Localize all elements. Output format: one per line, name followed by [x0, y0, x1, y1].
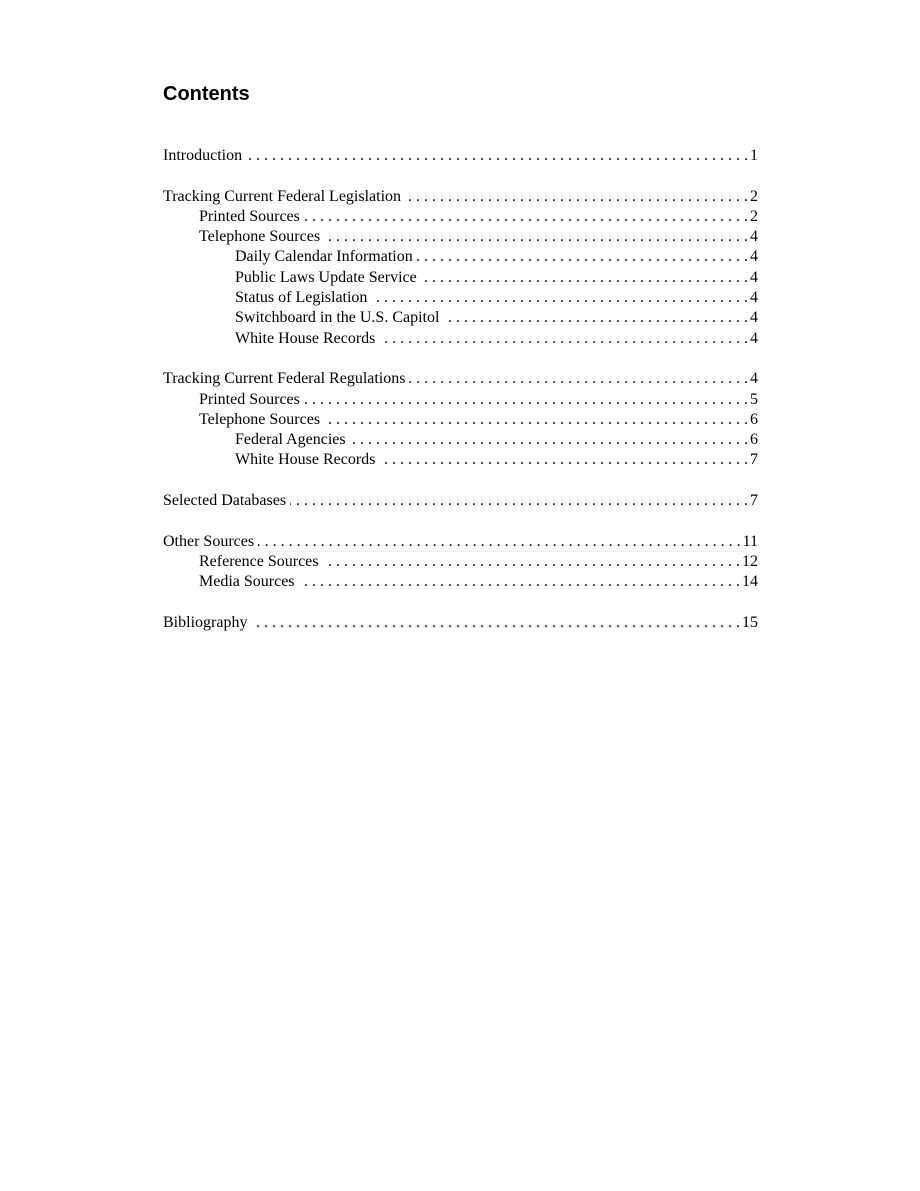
toc-entry-page: 14	[742, 573, 758, 591]
toc-entry-title: Selected Databases	[163, 492, 287, 510]
toc-entry-legislation-printed-sources[interactable]	[163, 207, 758, 227]
toc-entry-media-sources[interactable]	[163, 572, 758, 592]
toc-entry-page: 6	[750, 431, 758, 449]
toc-entry-title: Federal Agencies	[235, 431, 346, 449]
dot-leader	[379, 329, 748, 349]
toc-entry-white-house-records-regulations[interactable]	[163, 450, 758, 470]
toc-entry-title: Telephone Sources	[199, 410, 321, 428]
toc-entry-title: Tracking Current Federal Regulations	[163, 370, 406, 388]
contents-heading: Contents	[163, 83, 250, 105]
toc-entry-title: White House Records	[235, 329, 376, 347]
dot-leader	[409, 369, 748, 389]
toc-entry-page: 7	[750, 492, 758, 510]
toc-entry-status-of-legislation[interactable]	[163, 288, 758, 308]
dot-leader	[417, 247, 748, 267]
toc-entry-title: Other Sources	[163, 532, 255, 550]
dot-leader	[290, 491, 748, 511]
toc-entry-page: 5	[750, 390, 758, 408]
dot-leader	[324, 410, 748, 430]
toc-entry-title: Reference Sources	[199, 552, 319, 570]
toc-entry-tracking-legislation[interactable]	[163, 187, 758, 207]
dot-leader	[405, 187, 748, 207]
toc-entry-title: Printed Sources	[199, 390, 300, 408]
dot-leader	[350, 430, 748, 450]
toc-entry-selected-databases[interactable]	[163, 491, 758, 511]
toc-entry-title: Media Sources	[199, 573, 295, 591]
dot-leader	[304, 390, 748, 410]
toc-entry-page: 4	[750, 248, 758, 266]
toc-entry-page: 15	[742, 613, 758, 631]
dot-leader	[251, 613, 740, 633]
toc-entry-title: Bibliography	[163, 613, 248, 631]
toc-entry-switchboard[interactable]	[163, 308, 758, 328]
table-of-contents	[163, 146, 758, 633]
dot-leader	[371, 288, 748, 308]
toc-entry-legislation-telephone-sources[interactable]	[163, 227, 758, 247]
toc-entry-white-house-records-legislation[interactable]	[163, 329, 758, 349]
toc-entry-bibliography[interactable]	[163, 613, 758, 633]
toc-entry-public-laws-update[interactable]	[163, 268, 758, 288]
toc-entry-page: 2	[750, 207, 758, 225]
dot-leader	[323, 552, 741, 572]
toc-entry-page: 4	[750, 370, 758, 388]
toc-entry-title: Printed Sources	[199, 207, 300, 225]
toc-entry-introduction[interactable]	[163, 146, 758, 166]
toc-entry-page: 2	[750, 187, 758, 205]
toc-entry-title: White House Records	[235, 451, 376, 469]
toc-entry-page: 4	[750, 228, 758, 246]
toc-entry-regulations-telephone-sources[interactable]	[163, 410, 758, 430]
toc-entry-title: Tracking Current Federal Legislation	[163, 187, 402, 205]
toc-entry-page: 7	[750, 451, 758, 469]
toc-entry-page: 6	[750, 410, 758, 428]
toc-entry-page: 4	[750, 289, 758, 307]
toc-entry-other-sources[interactable]	[163, 532, 758, 552]
dot-leader	[304, 207, 748, 227]
toc-entry-tracking-regulations[interactable]	[163, 369, 758, 389]
dot-leader	[299, 572, 740, 592]
toc-entry-page: 1	[750, 147, 758, 164]
toc-entry-title: Public Laws Update Service	[235, 268, 417, 286]
dot-leader	[421, 268, 748, 288]
toc-entry-title: Daily Calendar Information	[235, 248, 413, 266]
toc-entry-page: 4	[750, 309, 758, 327]
toc-entry-regulations-printed-sources[interactable]	[163, 390, 758, 410]
toc-entry-reference-sources[interactable]	[163, 552, 758, 572]
dot-leader	[324, 227, 748, 247]
dot-leader	[246, 146, 748, 166]
toc-entry-page: 11	[742, 532, 758, 550]
toc-entry-title: Introduction	[163, 147, 243, 164]
dot-leader	[379, 450, 748, 470]
dot-leader	[258, 532, 741, 552]
toc-entry-title: Status of Legislation	[235, 289, 368, 307]
toc-entry-federal-agencies[interactable]	[163, 430, 758, 450]
toc-entry-title: Switchboard in the U.S. Capitol	[235, 309, 440, 327]
toc-entry-page: 4	[750, 329, 758, 347]
toc-entry-page: 12	[742, 552, 758, 570]
toc-entry-page: 4	[750, 268, 758, 286]
toc-entry-daily-calendar[interactable]	[163, 247, 758, 267]
toc-entry-title: Telephone Sources	[199, 228, 321, 246]
dot-leader	[443, 308, 748, 328]
